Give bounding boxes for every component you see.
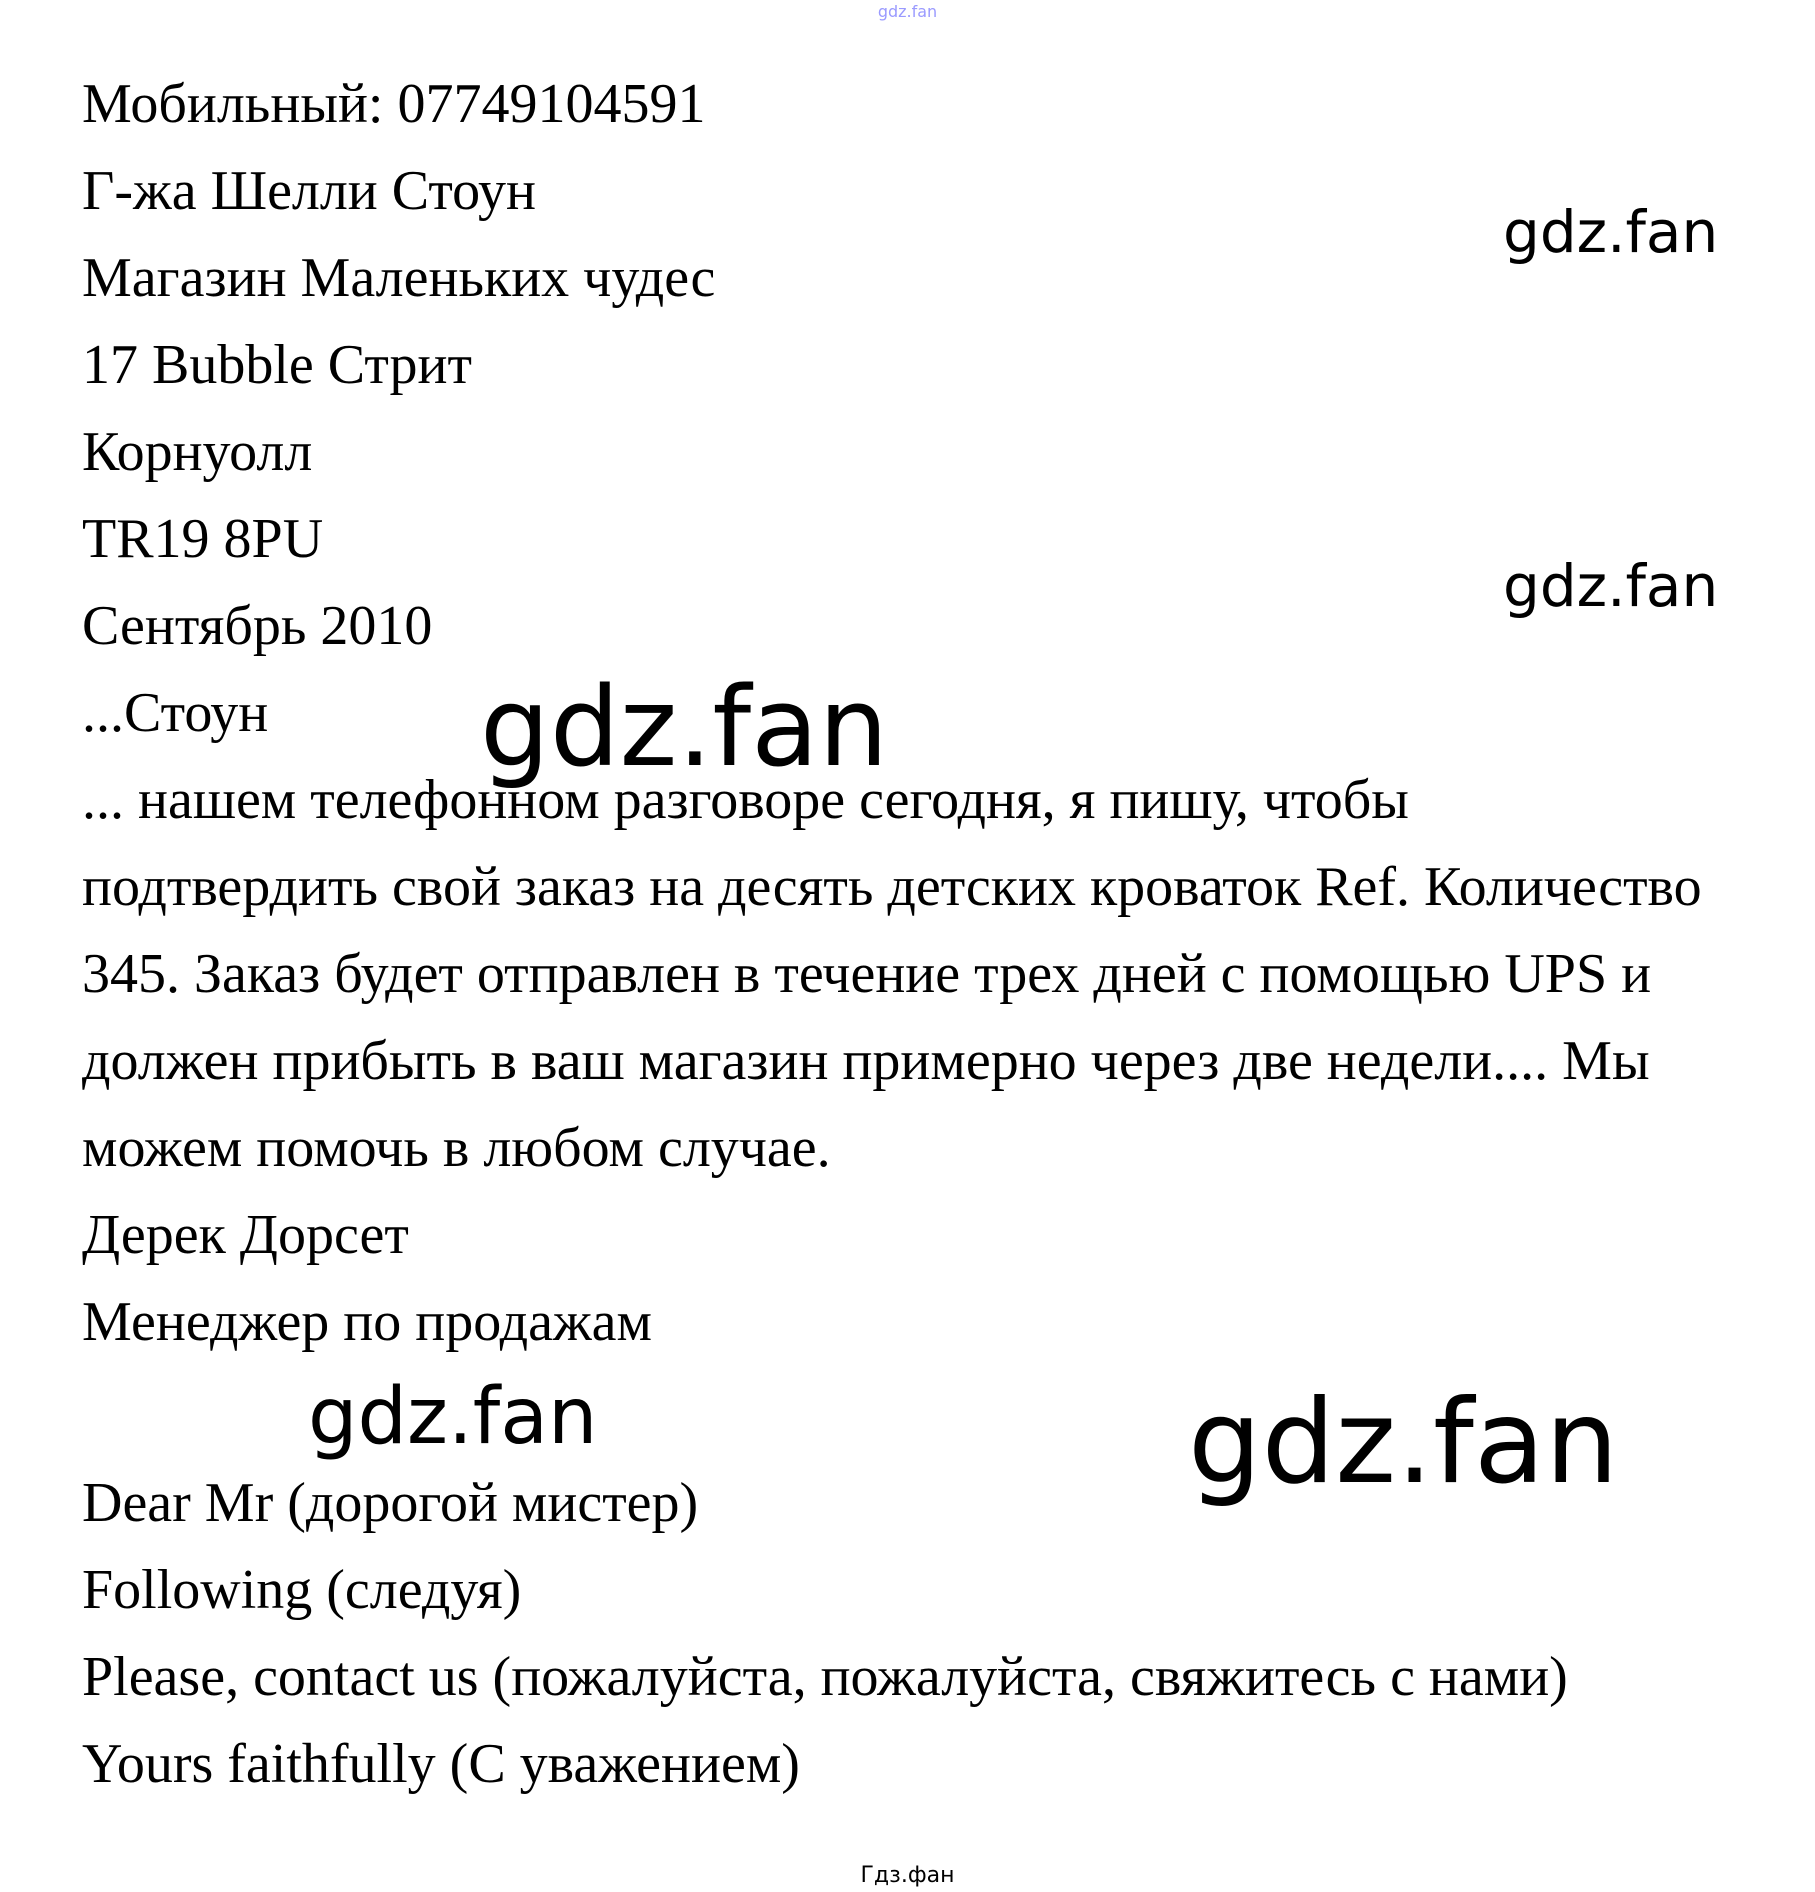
- watermark: gdz.fan: [308, 1372, 598, 1462]
- phrase-line: Dear Mr (дорогой мистер): [82, 1472, 699, 1534]
- letter-line-county: Корнуолл: [82, 421, 313, 483]
- letter-line-street: 17 Bubble Стрит: [82, 334, 472, 396]
- letter-line-signature: Дерек Дорсет: [82, 1204, 409, 1266]
- phrase-line: Please, contact us (пожалуйста, пожалуйста, свяжитесь с нами): [82, 1646, 1568, 1708]
- letter-body-line: ... нашем телефонном разговоре сегодня, я пишу, чтобы: [82, 769, 1409, 831]
- watermark: gdz.fan: [1503, 198, 1719, 266]
- letter-body-line: должен прибыть в ваш магазин примерно через две недели.... Мы: [82, 1030, 1650, 1092]
- phrase-line: Yours faithfully (С уважением): [82, 1733, 800, 1795]
- letter-line-shop: Магазин Маленьких чудес: [82, 247, 716, 309]
- letter-line-salutation: ...Стоун: [82, 682, 269, 744]
- watermark: gdz.fan: [1188, 1375, 1619, 1510]
- letter-line-position: Менеджер по продажам: [82, 1291, 652, 1353]
- letter-body-line: можем помочь в любом случае.: [82, 1117, 831, 1179]
- letter-body-line: подтвердить свой заказ на десять детских кроваток Ref. Количество: [82, 856, 1702, 918]
- letter-line-postcode: TR19 8PU: [82, 508, 324, 570]
- watermark: gdz.fan: [1503, 552, 1719, 620]
- letter-body-line: 345. Заказ будет отправлен в течение трех дней с помощью UPS и: [82, 943, 1652, 1005]
- letter-line-recipient: Г-жа Шелли Стоун: [82, 160, 536, 222]
- watermark: gdz.fan: [480, 663, 889, 791]
- footer-watermark: Гдз.фан: [860, 1863, 955, 1888]
- letter-line-date: Сентябрь 2010: [82, 595, 433, 657]
- top-watermark: gdz.fan: [877, 2, 938, 21]
- phrase-line: Following (следуя): [82, 1559, 522, 1621]
- letter-line-mobile: Мобильный: 07749104591: [82, 73, 706, 135]
